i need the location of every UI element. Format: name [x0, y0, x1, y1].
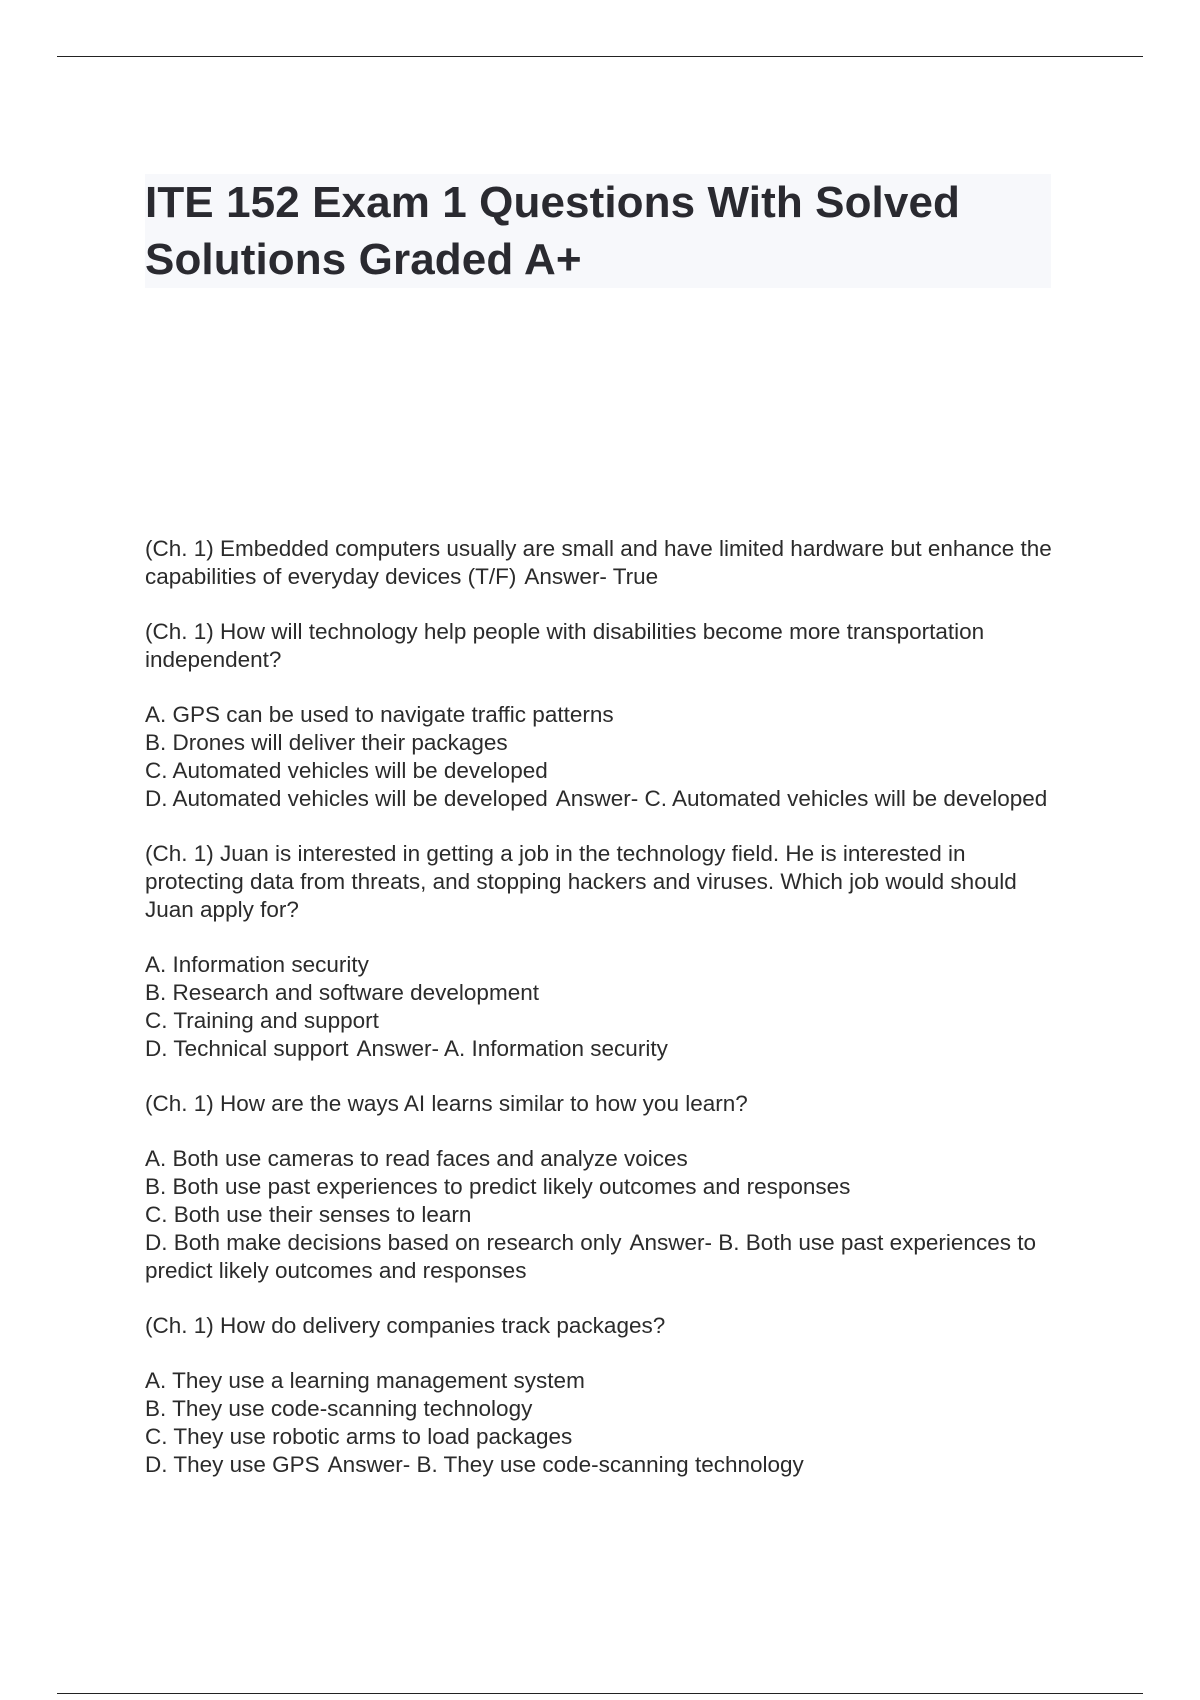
question-item: [145, 618, 1065, 813]
answer-text: Answer- B. Both use past experiences to predict likely outcomes and responses: [145, 1230, 1036, 1283]
option-item: C. They use robotic arms to load packages: [145, 1424, 573, 1449]
answer-text: Answer- B. They use code-scanning technology: [327, 1452, 804, 1477]
title-block: [145, 174, 1051, 288]
question-item: [145, 1312, 1065, 1479]
bottom-rule: [57, 1693, 1143, 1694]
answer-text: Answer- C. Automated vehicles will be developed: [555, 786, 1048, 811]
option-item: [145, 1451, 1065, 1479]
option-item: B. Drones will deliver their packages: [145, 730, 508, 755]
top-rule: [57, 56, 1143, 57]
option-item: [145, 785, 1065, 813]
option-text: D. Automated vehicles will be developed: [145, 786, 548, 811]
option-item: A. Information security: [145, 952, 369, 977]
answer-options: [145, 701, 1065, 813]
option-item: [145, 1035, 1065, 1063]
answer-options: [145, 1145, 1065, 1285]
question-item: [145, 840, 1065, 1063]
option-item: C. Automated vehicles will be developed: [145, 758, 548, 783]
option-text: D. Technical support: [145, 1036, 349, 1061]
option-item: A. GPS can be used to navigate traffic patterns: [145, 702, 614, 727]
option-item: B. Both use past experiences to predict likely outcomes and responses: [145, 1174, 851, 1199]
document-title: ITE 152 Exam 1 Questions With Solved Solutions Graded A+: [145, 178, 961, 284]
answer-text: Answer- True: [524, 564, 659, 589]
option-item: B. Research and software development: [145, 980, 539, 1005]
option-item: C. Both use their senses to learn: [145, 1202, 472, 1227]
questions-list: [145, 535, 1065, 1506]
option-item: B. They use code-scanning technology: [145, 1396, 533, 1421]
answer-options: [145, 1367, 1065, 1479]
question-text: (Ch. 1) Juan is interested in getting a job in the technology field. He is interested in protecting data from threats, and stopping hackers and viruses. Which job would should Juan apply for?: [145, 841, 1017, 922]
option-text: D. They use GPS: [145, 1452, 320, 1477]
question-text: (Ch. 1) How do delivery companies track packages?: [145, 1313, 666, 1338]
question-item: [145, 1090, 1065, 1285]
option-item: A. Both use cameras to read faces and analyze voices: [145, 1146, 688, 1171]
option-item: [145, 1229, 1065, 1285]
answer-options: [145, 951, 1065, 1063]
question-text: (Ch. 1) Embedded computers usually are small and have limited hardware but enhance the capabilities of everyday devices (T/F): [145, 536, 1052, 589]
question-text: (Ch. 1) How will technology help people with disabilities become more transportation independent?: [145, 619, 985, 672]
option-item: A. They use a learning management system: [145, 1368, 585, 1393]
option-item: C. Training and support: [145, 1008, 379, 1033]
question-text: (Ch. 1) How are the ways AI learns similar to how you learn?: [145, 1091, 748, 1116]
question-item: [145, 535, 1065, 591]
option-text: D. Both make decisions based on research only: [145, 1230, 622, 1255]
answer-text: Answer- A. Information security: [356, 1036, 668, 1061]
